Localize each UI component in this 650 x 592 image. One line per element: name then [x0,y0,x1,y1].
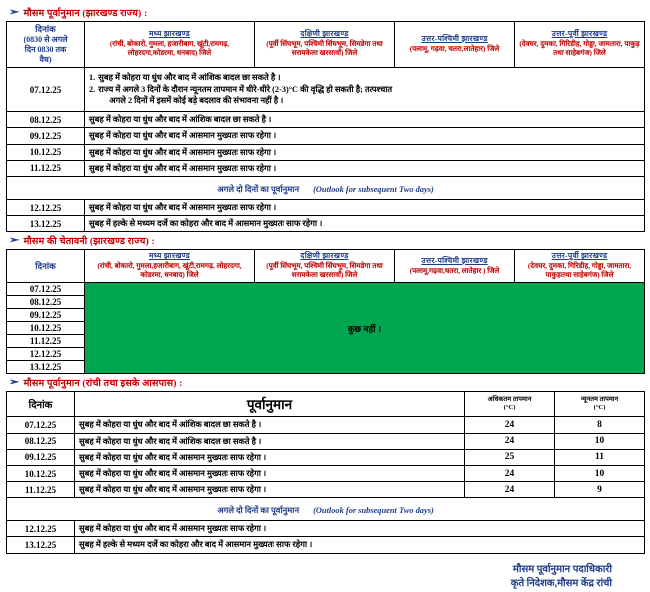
row-forecast-text: सुबह में कोहरा या धुंध और बाद में आसमान मुख्यतः साफ रहेगा । [85,128,645,144]
section-heading-warning [10,234,644,247]
row-date: 11.12.25 [7,160,85,176]
zone-title: मध्य झारखण्ड [148,29,191,39]
ranchi-forecast-table [6,391,645,553]
row-forecast-text: सुबह में हल्के से मध्यम दर्जे का कोहरा और बाद में आसमान मुख्यतः साफ रहेगा । [85,216,645,232]
section-heading-warning-text: मौसम की चेतावनी (झारखण्ड राज्य) : [23,237,155,248]
outlook-separator-row [7,498,645,521]
row-forecast-text: सुबह में कोहरा या धुंध और बाद में आसमान मुख्यतः साफ रहेगा । [75,482,465,498]
row-tmin: 10 [555,465,645,481]
table-row [7,417,645,433]
bullet-arrow-icon: ➢ [8,6,20,18]
date-header-text: दिनांक [35,261,56,272]
zone-title: उत्तर-पूर्वी झारखण्ड [551,29,608,39]
table-row [7,216,645,232]
tmin-unit: (°C) [593,404,606,412]
row-date: 11.12.25 [7,335,85,348]
outlook-label [7,498,645,521]
forecast-item-1 [89,72,640,83]
column-header-date [7,250,85,283]
row-date: 08.12.25 [7,296,85,309]
section-heading-forecast [10,6,644,19]
outlook-label [7,177,645,200]
item-text-line2: अगले 2 दिनों में इसमें कोई बड़े बदलाव की संभावना नहीं है । [109,96,284,106]
item-text-line1: राज्य में अगले 3 दिनों के दौरान न्यूनतम तापमान में धीरे-धीरे (2-3)°C की वृद्धि हो सकती है; तत्पश्चात [98,84,393,94]
row-date: 08.12.25 [7,433,75,449]
tmax-unit: (°C) [503,404,516,412]
zone-districts: (पलामू, गढ़वा, चतरा,लातेहार) जिले [409,44,500,53]
row-date: 12.12.25 [7,200,85,216]
column-header-forecast: पूर्वानुमान [75,392,465,417]
row-tmax: 24 [465,482,555,498]
zone-title: उत्तर-पश्चिमी झारखण्ड [421,33,488,43]
row-forecast-text [85,67,645,112]
zone-title: उत्तर-पूर्वी झारखण्ड [551,251,608,261]
row-forecast-text: सुबह में कोहरा या धुंध और बाद में आंशिक बादल छा सकते है । [75,417,465,433]
row-date: 10.12.25 [7,144,85,160]
outlook-label-hindi: अगले दो दिनों का पूर्वानुमान [217,506,300,516]
outlook-label-hindi: अगले दो दिनों का पूर्वानुमान [217,185,300,195]
row-date: 10.12.25 [7,322,85,335]
row-forecast-text: सुबह में कोहरा या धुंध और बाद में आसमान मुख्यतः साफ रहेगा । [75,521,645,537]
column-header-tmin [555,392,645,417]
table-row [7,283,645,296]
signature-line2: कृते निदेशक,मौसम केंद्र रांची [510,578,612,590]
section-heading-ranchi [10,376,644,389]
table-row [7,200,645,216]
row-date: 07.12.25 [7,283,85,296]
row-date: 13.12.25 [7,216,85,232]
state-forecast-table [6,21,645,232]
row-forecast-text: सुबह में कोहरा या धुंध और बाद में आसमान मुख्यतः साफ रहेगा । [85,200,645,216]
table-row [7,465,645,481]
zone-districts: (पलामू,गढ़वा,चतरा, लातेहार ) जिले [409,266,500,275]
table-header-row [7,22,645,68]
tmax-label: अधिकतम तापमान [487,396,532,404]
table-row [7,144,645,160]
zone-title: दक्षिणी झारखण्ड [300,251,349,261]
zone-title: दक्षिणी झारखण्ड [300,29,349,39]
row-date: 09.12.25 [7,449,75,465]
row-date: 10.12.25 [7,465,75,481]
zone-districts: (पूर्वी सिंघभूम, पश्चिमी सिंघभूम, सिमडेगा तथा सरायकेला खरसावाँ) जिले [266,262,383,279]
column-header-zone-south [255,250,395,283]
row-tmin: 11 [555,449,645,465]
signature-block [6,563,644,592]
table-row [7,112,645,128]
column-header-zone-northwest [395,250,515,283]
row-forecast-text: सुबह में कोहरा या धुंध और बाद में आसमान मुख्यतः साफ रहेगा । [85,144,645,160]
date-header-line1: दिनांक [35,24,56,34]
column-header-tmax [465,392,555,417]
row-date: 12.12.25 [7,348,85,361]
row-forecast-text: सुबह में कोहरा या धुंध और बाद में आसमान मुख्यतः साफ रहेगा । [75,465,465,481]
bullet-arrow-icon: ➢ [8,376,20,388]
row-forecast-text: सुबह में हल्के से मध्यम दर्जे का कोहरा और बाद में आसमान मुख्यतः साफ रहेगा । [75,537,645,553]
zone-districts: (पूर्वी सिंघभूम, पश्चिमी सिंघभूम, सिमडेगा तथा सरायकेला खरसावाँ) जिले [266,40,383,57]
warning-none-cell: कुछ नहीं । [85,283,645,374]
row-forecast-text: सुबह में कोहरा या धुंध और बाद में आंशिक बादल छा सकते है । [85,112,645,128]
item-number: 1. [89,72,96,82]
row-date: 13.12.25 [7,361,85,374]
row-tmax: 24 [465,417,555,433]
zone-districts: (रांची, बोकारो, गुमला,हजारीबाग, खूंटी,रामगढ़, लोहरदगा, कोडरमा, धनबाद) जिले [97,262,242,279]
zone-title: मध्य झारखण्ड [148,251,191,261]
table-row [7,482,645,498]
item-text [98,84,640,106]
column-header-date: दिनांक [7,392,75,417]
column-header-zone-northeast [515,22,645,68]
forecast-item-2 [89,84,640,106]
zone-districts: (देवघर, दुमका, गिरिडीह, गोड्डा, जामतारा, पाकुड़तथा साहेबगंज) जिले [527,262,632,279]
row-date: 09.12.25 [7,309,85,322]
row-forecast-text: सुबह में कोहरा या धुंध और बाद में आसमान मुख्यतः साफ रहेगा । [75,449,465,465]
item-text: सुबह में कोहरा या धुंध और बाद में आंशिक बादल छा सकते है । [98,72,281,82]
row-forecast-text: सुबह में कोहरा या धुंध और बाद में आंशिक बादल छा सकते है । [75,433,465,449]
table-row [7,160,645,176]
state-warning-table [6,249,645,374]
table-row [7,128,645,144]
zone-districts: (रांची, बोकारो, गुमला, हजारीबाग, खूंटी,रामगढ़, लोहरदगा,कोडरमा, धनबाद) जिले [109,40,230,57]
date-header-line2: (0830 से अगले [23,34,68,44]
row-date: 13.12.25 [7,537,75,553]
column-header-date [7,22,85,68]
column-header-zone-central [85,22,255,68]
column-header-zone-northwest [395,22,515,68]
tmin-label: न्यूनतम तापमान [580,396,619,404]
table-row [7,67,645,112]
row-tmin: 9 [555,482,645,498]
signature-line1: मौसम पूर्वानुमान पदाधिकारी [512,563,612,575]
row-date: 07.12.25 [7,67,85,112]
row-tmax: 25 [465,449,555,465]
date-header-line3: दिन 0830 तक [24,44,67,54]
table-header-row [7,250,645,283]
row-date: 08.12.25 [7,112,85,128]
row-tmin: 8 [555,417,645,433]
column-header-zone-northeast [515,250,645,283]
row-tmax: 24 [465,433,555,449]
row-tmin: 10 [555,433,645,449]
section-heading-ranchi-text: मौसम पूर्वानुमान (रांची तथा इसके आसपास) : [23,379,183,390]
row-date: 07.12.25 [7,417,75,433]
section-heading-forecast-text: मौसम पूर्वानुमान (झारखण्ड राज्य) : [23,9,148,19]
column-header-zone-south [255,22,395,68]
outlook-separator-row [7,177,645,200]
table-row [7,449,645,465]
table-row [7,537,645,553]
date-header-line4: वैध) [39,54,52,64]
column-header-zone-central [85,250,255,283]
row-forecast-text: सुबह में कोहरा या धुंध और बाद में आसमान मुख्यतः साफ रहेगा । [85,160,645,176]
row-date: 09.12.25 [7,128,85,144]
zone-districts: (देवघर, दुमका, गिरिडीह, गोड्डा, जामतारा, पाकुड़ तथा साहेबगंज) जिले [519,40,640,57]
zone-title: उत्तर-पश्चिमी झारखण्ड [421,255,488,265]
row-date: 11.12.25 [7,482,75,498]
item-number: 2. [89,84,96,94]
table-row [7,433,645,449]
table-row [7,521,645,537]
outlook-label-english: (Outlook for subsequent Two days) [313,506,434,516]
table-header-row [7,392,645,417]
row-tmax: 24 [465,465,555,481]
bullet-arrow-icon: ➢ [8,234,20,246]
outlook-label-english: (Outlook for subsequent Two days) [313,185,434,195]
row-date: 12.12.25 [7,521,75,537]
